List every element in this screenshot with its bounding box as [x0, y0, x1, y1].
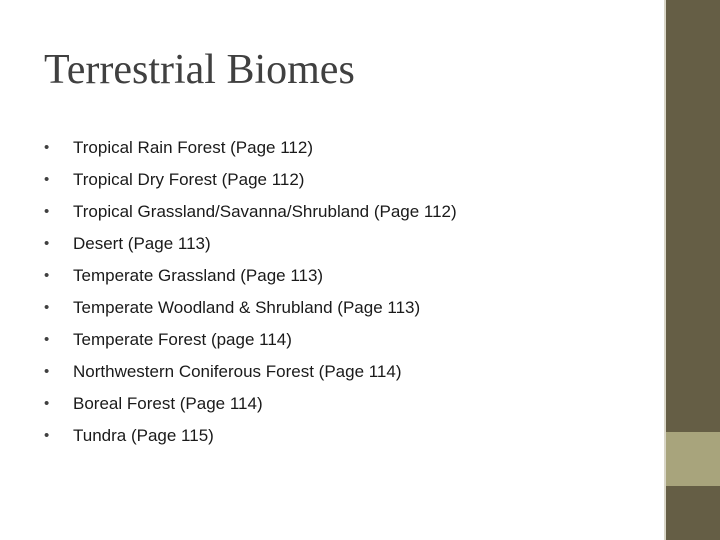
list-item-text: Temperate Forest (page 114) [73, 330, 292, 349]
list-item-text: Northwestern Coniferous Forest (Page 114) [73, 362, 402, 381]
list-item-text: Temperate Woodland & Shrubland (Page 113) [73, 298, 421, 317]
sidebar-accent-block [666, 432, 720, 486]
bullet-icon: • [44, 139, 50, 156]
bullet-icon: • [44, 267, 50, 284]
slide-title: Terrestrial Biomes [44, 47, 355, 93]
list-item-text: Tundra (Page 115) [73, 426, 214, 445]
list-item-text: Tropical Grassland/Savanna/Shrubland (Page 112) [73, 202, 457, 221]
bullet-icon: • [44, 235, 50, 252]
bullet-icon: • [44, 363, 50, 380]
list-item-text: Boreal Forest (Page 114) [73, 394, 263, 413]
bullet-icon: • [44, 427, 50, 444]
list-item-text: Temperate Grassland (Page 113) [73, 266, 324, 285]
bullet-icon: • [44, 299, 50, 316]
list-item-text: Tropical Rain Forest (Page 112) [73, 138, 313, 157]
list-item-text: Tropical Dry Forest (Page 112) [73, 170, 305, 189]
bullet-icon: • [44, 203, 50, 220]
list-item-text: Desert (Page 113) [73, 234, 211, 253]
bullet-icon: • [44, 331, 50, 348]
bullet-icon: • [44, 171, 50, 188]
bullet-icon: • [44, 395, 50, 412]
